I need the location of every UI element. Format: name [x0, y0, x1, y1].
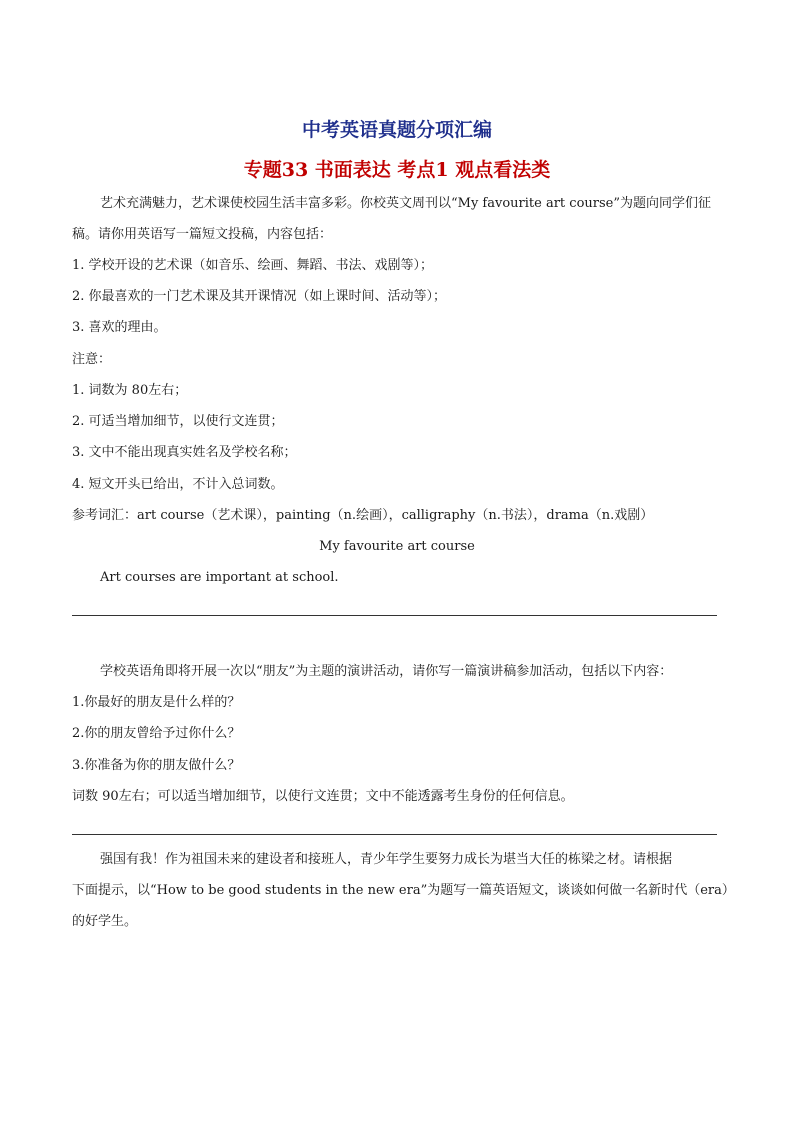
- q2-item-1: 1.你最好的朋友是什么样的？: [72, 695, 241, 710]
- q1-item-3: 3. 喜欢的理由。: [72, 320, 167, 335]
- q1-intro-line2: 稿。请你用英语写一篇短文投稿，内容包括：: [72, 227, 333, 242]
- q1-essay-title: My favourite art course: [319, 539, 475, 554]
- q1-item-1: 1. 学校开设的艺术课（如音乐、绘画、舞蹈、书法、戏剧等）；: [72, 258, 434, 273]
- q1-essay-start: Art courses are important at school.: [100, 570, 339, 585]
- page-subtitle: 专题33 书面表达 考点1 观点看法类: [243, 159, 551, 181]
- q2-requirement: 词数 90左右；可以适当增加细节，以使行文连贯；文中不能透露考生身份的任何信息。: [72, 789, 574, 804]
- q3-line3: 的好学生。: [72, 914, 138, 929]
- page-title: 中考英语真题分项汇编: [301, 119, 492, 141]
- q1-note-4: 4. 短文开头已给出，不计入总词数。: [72, 477, 284, 492]
- q2-item-2: 2.你的朋友曾给予过你什么？: [72, 726, 241, 741]
- divider: [72, 834, 717, 835]
- q3-line1: 强国有我！作为祖国未来的建设者和接班人，青少年学生要努力成长为堪当大任的栋梁之材。请根据: [100, 852, 673, 867]
- q2-intro: 学校英语角即将开展一次以“朋友”为主题的演讲活动，请你写一篇演讲稿参加活动，包括以下内容：: [100, 664, 673, 679]
- q1-notes-label: 注意：: [72, 352, 112, 367]
- q1-note-1: 1. 词数为 80左右；: [72, 383, 188, 398]
- q1-note-2: 2. 可适当增加细节，以使行文连贯；: [72, 414, 284, 429]
- q2-item-3: 3.你准备为你的朋友做什么？: [72, 758, 241, 773]
- q1-intro-line1: 艺术充满魅力，艺术课使校园生活丰富多彩。你校英文周刊以“My favourite art course”为题向同学们征: [100, 196, 711, 211]
- divider: [72, 615, 717, 616]
- q1-note-3: 3. 文中不能出现真实姓名及学校名称；: [72, 445, 297, 460]
- q1-vocab: 参考词汇：art course（艺术课），painting（n.绘画），calligraphy（n.书法），drama（n.戏剧）: [72, 508, 654, 523]
- q1-item-2: 2. 你最喜欢的一门艺术课及其开课情况（如上课时间、活动等）；: [72, 289, 447, 304]
- q3-line2: 下面提示，以“How to be good students in the new era”为题写一篇英语短文，谈谈如何做一名新时代（era）: [72, 883, 735, 898]
